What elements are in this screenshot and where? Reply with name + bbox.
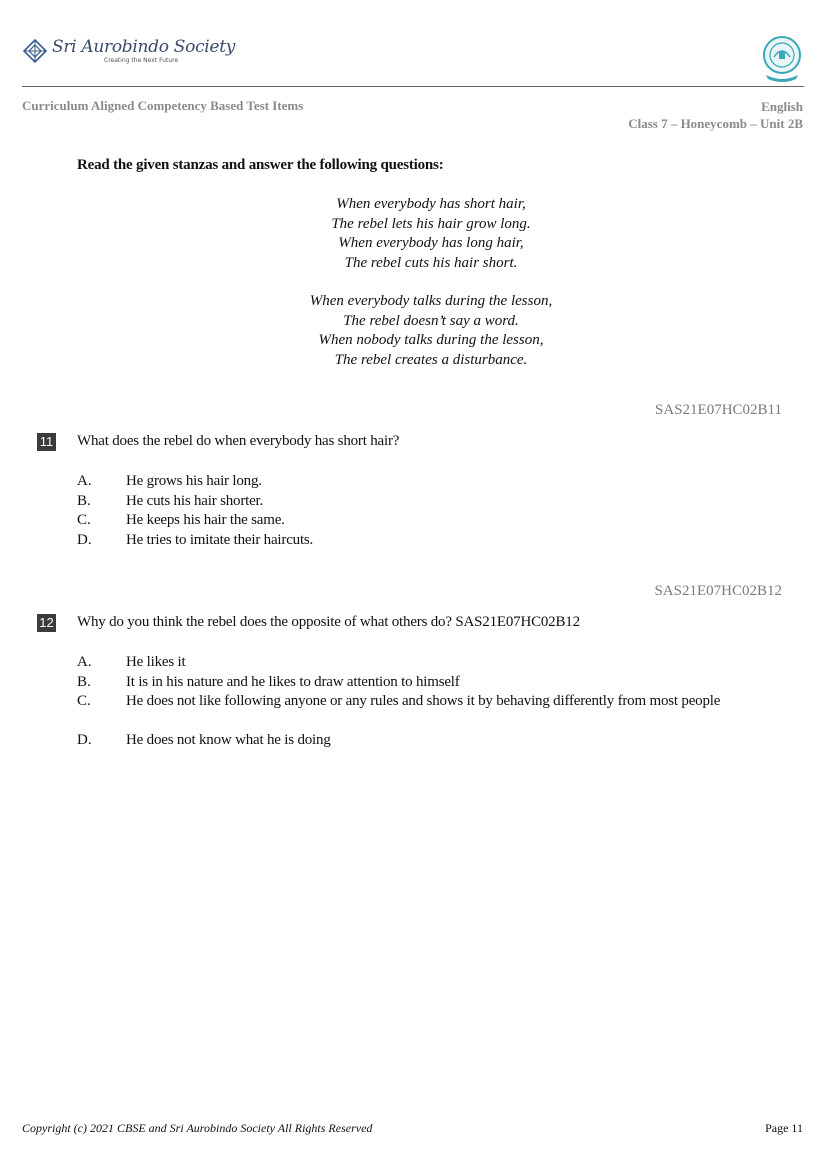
document-series-title: Curriculum Aligned Competency Based Test Items <box>22 98 304 113</box>
cbse-seal-icon <box>760 35 804 83</box>
option-letter: A. <box>77 473 92 489</box>
page-number: Page 11 <box>765 1121 803 1135</box>
question-number-badge: 11 <box>37 433 56 451</box>
question-text: What does the rebel do when everybody has short hair? <box>77 433 400 449</box>
option-text: He does not like following anyone or any rules and shows it by behaving differently from most people <box>126 693 721 709</box>
poem-stanza-1 <box>0 195 827 273</box>
option-text: He keeps his hair the same. <box>126 512 285 528</box>
subject-label: English <box>761 99 803 114</box>
logo-brand-name: Sri Aurobindo Society <box>52 37 236 57</box>
instruction-text: Read the given stanzas and answer the following questions: <box>77 157 444 173</box>
poem-line: When nobody talks during the lesson, <box>318 332 544 348</box>
option-text: He tries to imitate their haircuts. <box>126 532 314 548</box>
subject-class-info <box>628 98 803 132</box>
poem-line: When everybody has short hair, <box>336 196 526 212</box>
option-letter: B. <box>77 493 91 509</box>
option-letter: D. <box>77 732 92 748</box>
poem-line: The rebel cuts his hair short. <box>344 254 518 271</box>
option-text: He does not know what he is doing <box>126 732 331 748</box>
poem-line: The rebel creates a disturbance. <box>334 351 528 368</box>
poem-line: The rebel doesn’t say a word. <box>343 312 519 329</box>
option-letter: B. <box>77 674 91 690</box>
copyright-notice: Copyright (c) 2021 CBSE and Sri Aurobindo Society All Rights Reserved <box>22 1121 373 1135</box>
poem-stanza-2 <box>0 292 827 370</box>
society-emblem-icon <box>22 38 48 64</box>
option-text: He grows his hair long. <box>126 473 262 489</box>
option-letter: C. <box>77 693 91 709</box>
poem-line: The rebel lets his hair grow long. <box>331 215 531 232</box>
sri-aurobindo-society-logo <box>22 33 236 69</box>
option-letter: D. <box>77 532 92 548</box>
question-code: SAS21E07HC02B11 <box>655 402 782 418</box>
logo-tagline: Creating the Next Future <box>104 57 179 64</box>
class-unit-label: Class 7 – Honeycomb – Unit 2B <box>628 116 803 131</box>
option-text: He cuts his hair shorter. <box>126 493 264 509</box>
header-divider <box>22 86 804 87</box>
option-letter: C. <box>77 512 91 528</box>
poem-line: When everybody has long hair, <box>338 235 524 251</box>
option-letter: A. <box>77 654 92 670</box>
option-text: He likes it <box>126 654 186 670</box>
question-code: SAS21E07HC02B12 <box>654 583 782 599</box>
option-text: It is in his nature and he likes to draw attention to himself <box>126 674 460 690</box>
question-number-badge: 12 <box>37 614 56 632</box>
question-text: Why do you think the rebel does the opposite of what others do? SAS21E07HC02B12 <box>77 614 580 630</box>
poem-line: When everybody talks during the lesson, <box>309 293 553 309</box>
